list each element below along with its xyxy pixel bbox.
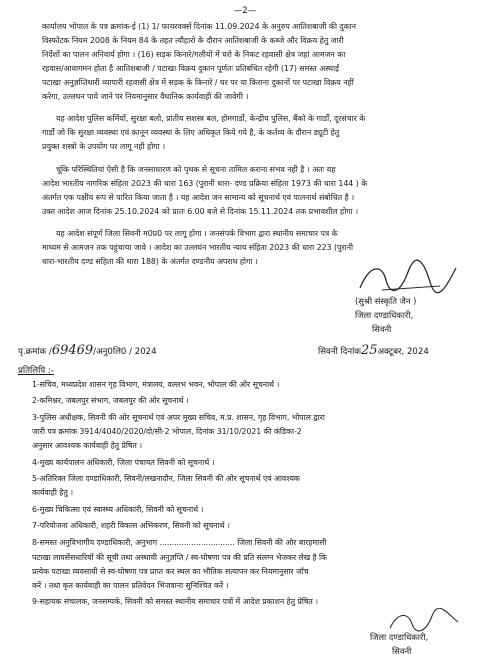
distribution-item: अनुसार आवश्यक कार्यवाही हेतु प्रेषित । — [32, 441, 143, 450]
signature-1-designation: जिला दण्डाधिकारी, — [355, 310, 414, 320]
distribution-item: 5-अतिरिक्त जिला दण्डाधिकारी, सिवनी/लखनादौन, जिला सिवनी की ओर सूचनार्थ एवं आवश्यक — [32, 474, 300, 483]
distribution-item: 8-समस्त अनुविभागीय दण्डाधिकारी, अनुभाग ............................... जिला सिवनी की ओर बारहमासी — [32, 538, 327, 547]
reference-date-prefix: सिवनी दिनांक — [318, 347, 361, 357]
distribution-item: कार्यवाही हेतु । — [32, 488, 74, 497]
paragraph-1-line-3: निर्देशों का पालन अनिवार्य होगा । (16) सड़क किनारे/गलीयों में घरो के निकट रहवासी क्षेत्र जहां आमजन का — [42, 50, 346, 59]
distribution-item: 1-सचिव, मध्यप्रदेश शासन गृह विभाग, मंत्रालय, वल्लभ भवन, भोपाल की ओर सूचनार्थ । — [32, 380, 280, 389]
paragraph-1-line-2: विस्फोटक नियम 2008 के नियम 84 के तहत त्यौहारो के दौरान आतिशबाजी के कब्जे और विक्रय हेतु जारी — [42, 36, 344, 45]
distribution-item: करें । तथा कृत कार्यवाही का पालन प्रतिवेदन भिजवाना सुनिश्चित करें । — [32, 581, 229, 590]
paragraph-1-line-6: करेगा, उल्लघन पाये जाने पर नियमानुसार वैधानिक कार्यवाही की जावेगी । — [42, 92, 249, 101]
distribution-item: 7-परियोजना अधिकारी, शहरी विकास अभिकरण, सिवनी को सूचनार्थ । — [32, 521, 230, 530]
distribution-title: प्रतिलिपि :- — [18, 366, 54, 376]
reference-prefix: पृ.क्रमांक / — [18, 347, 52, 357]
paragraph-3-line-1: चूंकि परिस्थितियां ऐसी है कि जनसाधारण को पृथक से सूचना तामिल कराना संभव नही है । अतः यह — [56, 165, 336, 174]
distribution-item: जारी पत्र क्रमांक 3914/4040/2020/दो/सी-2 भोपाल, दिनांक 31/10/2021 की कंडिका-2 — [32, 427, 302, 436]
reference-date-suffix: अक्टूबर, 2024 — [377, 347, 429, 357]
reference-suffix: /अनु0लि0 / 2024 — [93, 347, 157, 357]
paragraph-3-line-3: अंतर्गत एक पक्षीय रूप से पारित किया जाता है । यह आदेश जन सामान्य को सूचनार्थ एवं पालनार्थ संबोधित है । — [42, 193, 355, 202]
paragraph-4-line-2: माध्यम से आमजन तक पहुंचाया जावे । आदेश का उल्लघंन भारतीय न्याय संहिता 2023 की धारा 223 (पुरानी — [42, 243, 354, 252]
reference-handwritten-number: 69469 — [51, 343, 94, 358]
reference-handwritten-date: 25 — [360, 343, 378, 358]
reference-number — [18, 343, 157, 358]
distribution-item: प्रत्येक पटाखा व्यवसायी से स्व-घोषणा पत्र प्राप्त कर स्थल का भौतिक सत्यापन कर नियमानुसार जॉच — [32, 567, 309, 576]
paragraph-2-line-3: प्रयुक्त शस्त्रो के उपयोग पर लागू नही होगा । — [42, 142, 166, 151]
paragraph-3-line-4: उक्त आदेश आज दिनांक 25.10.2024 को प्रातः 6.00 बजे से दिनांक 15.11.2024 तक प्रभावशील होगा । — [42, 207, 359, 216]
distribution-item: 6-मुख्य चिकित्सा एवं स्वास्थ्य अधिकारी, सिवनी को सूचनार्थ । — [32, 505, 204, 514]
signature-1-place: सिवनी — [372, 324, 392, 334]
paragraph-2-line-2: गार्डो जो कि सुरक्षा व्यवस्था एवं कानून व्यवस्था के लिए अधिकृत किये गये है, के कर्तव्य के दौरान ड्यूटी हेतु — [42, 128, 340, 137]
paragraph-1-line-5: पटाखा अनुज्ञप्तिधारी व्यापारी रहवासी क्षेत्र में सड़क के किनारे / घर पर या किराना दुकानों पर पटाखा विक्रय नहीं — [42, 78, 354, 87]
signature-2-place: सिवनी — [392, 646, 412, 656]
signature-2-designation: जिला दण्डाधिकारी, — [370, 632, 429, 642]
distribution-item: 2-कमिश्नर, जबलपुर संभाग, जबलपुर की ओर सूचनार्थ । — [32, 396, 189, 405]
paragraph-4-line-3: धारा-भारतीय दण्ड संहिता की धारा 188) के अंतर्गत दण्डनीय अपराध होगा । — [42, 257, 258, 266]
paragraph-1-line-4: रहवास/आवागमन होता है आतिशबाजी / पटाखा विक्रय दुकान पूर्णतः प्रतिबंधित रहेगी (17) समस्त अस्थाई — [42, 64, 339, 73]
distribution-item: पटाखा लायसेंसधारियों की सूची तथा अस्थायी अनुज्ञप्ति / स्व-घोषणा पत्र की प्रति संलग्न भेजकर लेख है कि — [32, 553, 327, 562]
paragraph-2-line-1: यह आदेश पुलिस कर्मियों, सुरक्षा बलो, प्रांतीय सशस्त्र बल, होमगार्डो, केन्द्रीय पुलिस, बैंको के गार्डों, दूरसंचार के — [56, 114, 366, 123]
distribution-item: 3-पुलिस अधीक्षक, सिवनी की ओर सूचनार्थ एवं अपर मुख्य सचिव, म.प्र. शासन, गृह विभाग, भोपाल द्वारा — [32, 413, 325, 422]
distribution-item: 9-सहायक संचालक, जनसम्पर्क, सिवनी को समस्त स्थानीय समाचार पत्रों में आदेश प्रकाशन हेतु प्रेषित । — [32, 597, 319, 606]
reference-date — [318, 343, 429, 358]
distribution-item: 4-मुख्य कार्यपालन अधिकारी, जिला पंचायत सिवनी को सूचनार्थ । — [32, 458, 215, 467]
page-number: —2— — [233, 6, 257, 16]
paragraph-4-line-1: यह आदेश संपूर्ण जिला सिवनी म0प्र0 पर लागू होगा । जनसंपर्क विभाग द्वारा स्थानीय समाचार पत्र के — [56, 229, 338, 238]
signature-scribble-2 — [386, 608, 462, 634]
paragraph-1-line-1: कार्यालय भोपाल के पत्र क्रमांक-ई (1) 1/ फायरवर्क्स दिनांक 11.09.2024 के अनुरुप आतिशबाजी की दुकान — [42, 22, 356, 31]
signature-scribble-1 — [352, 258, 462, 298]
paragraph-3-line-2: आदेश भारतीय नागरिक संहिता 2023 की धारा 163 (पुरानी धारा- दण्ड प्रक्रिया संहिता 1973 की धारा 144 ) के — [42, 179, 368, 188]
signature-1-name: (सुश्री संस्कृति जैन ) — [355, 296, 417, 306]
